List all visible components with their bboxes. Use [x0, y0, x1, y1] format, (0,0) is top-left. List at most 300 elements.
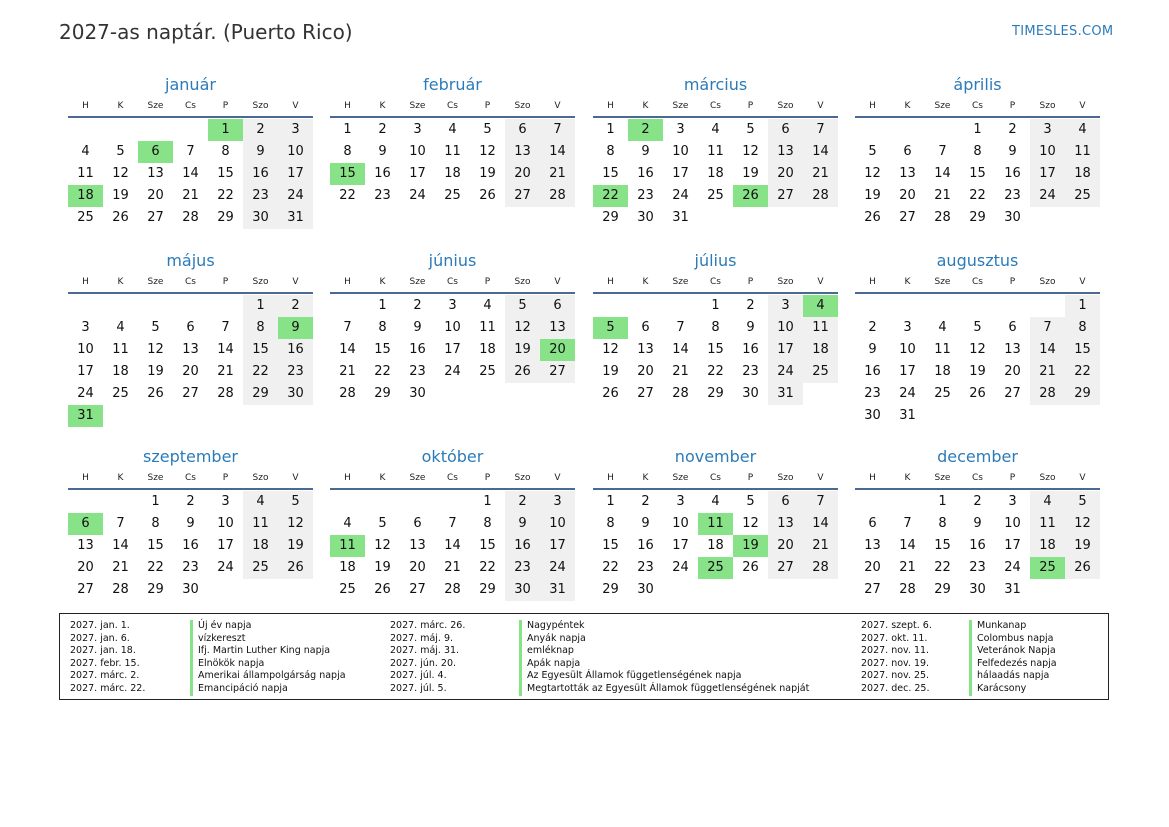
day-cell: 27: [637, 386, 654, 401]
day-cell: 1: [973, 122, 982, 137]
empty-cell: [68, 295, 103, 317]
month-5: [68, 250, 313, 427]
weekday-label: Szo: [1039, 101, 1056, 111]
weekday-label: P: [1009, 101, 1016, 111]
day-cell: 22: [707, 364, 724, 379]
holiday-date: 2027. júl. 5.: [390, 682, 447, 694]
day-cell: 26: [505, 361, 540, 383]
day-cell: 1: [151, 494, 160, 509]
month-name: október: [421, 447, 484, 466]
day-cell: 7: [186, 144, 195, 159]
day-cell: 9: [1008, 144, 1017, 159]
weekday-label: K: [117, 277, 124, 287]
day-cell: 27: [899, 210, 916, 225]
day-cell: 28: [540, 185, 575, 207]
day-cell: 13: [1004, 342, 1021, 357]
day-cell: 21: [899, 560, 916, 575]
day-cell: 2: [278, 295, 313, 317]
day-cell: 26: [864, 210, 881, 225]
day-cell: 8: [938, 516, 947, 531]
day-cell: 27: [864, 582, 881, 597]
day-cell: 16: [1004, 166, 1021, 181]
day-cell: 1: [343, 122, 352, 137]
holiday-date: 2027. máj. 31.: [390, 645, 460, 657]
day-cell: 30: [409, 386, 426, 401]
weekday-label: Sze: [672, 473, 689, 483]
holiday-dates-col2: [390, 620, 465, 696]
day-cell: 14: [934, 166, 951, 181]
holiday-date: 2027. nov. 25.: [861, 670, 930, 682]
day-cell: 6: [641, 320, 650, 335]
day-cell: 22: [934, 560, 951, 575]
weekday-label: H: [344, 473, 351, 483]
day-cell: 10: [672, 144, 689, 159]
day-cell: 23: [969, 560, 986, 575]
month-name: május: [166, 251, 215, 270]
day-cell: 19: [278, 535, 313, 557]
holiday-date: 2027. jan. 1.: [70, 620, 130, 631]
day-cell: 1: [243, 295, 278, 317]
day-cell: 23: [742, 364, 759, 379]
empty-cell: [330, 295, 365, 317]
month-name: március: [683, 75, 748, 94]
holiday-name: Az Egyesült Államok függetlenségének napja: [527, 670, 742, 682]
holiday-date: 2027. nov. 19.: [861, 657, 930, 669]
day-cell: 1: [483, 494, 492, 509]
weekday-label: V: [817, 101, 824, 111]
empty-cell: [1030, 295, 1065, 317]
weekday-label: Cs: [185, 101, 196, 111]
weekday-label: K: [904, 277, 911, 287]
day-cell: 23: [864, 386, 881, 401]
day-cell: 12: [479, 144, 496, 159]
holiday-date: 2027. márc. 2.: [70, 670, 140, 682]
weekday-label: Szo: [1039, 473, 1056, 483]
day-cell: 2: [1008, 122, 1017, 137]
day-cell: 12: [278, 513, 313, 535]
day-cell: 20: [899, 188, 916, 203]
day-cell: 1: [1065, 295, 1100, 317]
day-cell: 28: [672, 386, 689, 401]
day-cell: 24: [1004, 560, 1021, 575]
day-cell: 26: [374, 582, 391, 597]
weekday-label: H: [607, 277, 614, 287]
day-cell: 13: [864, 538, 881, 553]
day-cell: 27: [182, 386, 199, 401]
day-cell: 10: [217, 516, 234, 531]
day-cell: 2: [243, 119, 278, 141]
day-cell: 10: [672, 516, 689, 531]
day-cell: 3: [903, 320, 912, 335]
holiday-date: 2027. okt. 11.: [861, 632, 928, 644]
day-grid: [330, 295, 575, 405]
day-cell: 30: [1004, 210, 1021, 225]
day-cell: 14: [540, 141, 575, 163]
empty-cell: [663, 295, 698, 317]
day-cell: 2: [505, 491, 540, 513]
month-name: december: [937, 447, 1018, 466]
day-cell: 5: [1065, 491, 1100, 513]
weekday-label: V: [554, 101, 561, 111]
day-cell: 2: [973, 494, 982, 509]
weekday-label: Cs: [972, 277, 983, 287]
day-cell: 24: [899, 386, 916, 401]
day-cell: 12: [1065, 513, 1100, 535]
day-cell: 25: [339, 582, 356, 597]
weekday-label: P: [747, 473, 754, 483]
day-grid: [593, 119, 838, 229]
day-cell: 12: [505, 317, 540, 339]
weekday-label: H: [869, 473, 876, 483]
day-cell: 25: [803, 361, 838, 383]
day-cell: 4: [1065, 119, 1100, 141]
day-cell: 28: [444, 582, 461, 597]
holiday-day: 11: [698, 513, 733, 535]
day-cell: 26: [479, 188, 496, 203]
empty-cell: [103, 491, 138, 513]
weekday-header: [330, 96, 575, 118]
day-cell: 3: [278, 119, 313, 141]
day-cell: 5: [746, 494, 755, 509]
day-cell: 10: [1004, 516, 1021, 531]
day-cell: 19: [505, 339, 540, 361]
weekday-label: Szo: [514, 473, 531, 483]
day-cell: 7: [540, 119, 575, 141]
month-10: [330, 446, 575, 601]
holiday-name: Megtartották az Egyesült Államok függetlenségének napját: [527, 682, 810, 694]
day-cell: 3: [768, 295, 803, 317]
holiday-day: 4: [803, 295, 838, 317]
holiday-dates-col3: [861, 620, 932, 696]
holiday-names-col3: [969, 620, 1057, 696]
day-cell: 16: [278, 339, 313, 361]
day-cell: 11: [1030, 513, 1065, 535]
holiday-day: 2: [628, 119, 663, 141]
day-cell: 2: [746, 298, 755, 313]
weekday-header: [855, 96, 1100, 118]
day-cell: 10: [768, 317, 803, 339]
weekday-label: V: [817, 473, 824, 483]
weekday-label: K: [379, 473, 386, 483]
month-6: [330, 250, 575, 405]
empty-cell: [173, 295, 208, 317]
day-cell: 19: [1065, 535, 1100, 557]
day-cell: 6: [768, 119, 803, 141]
day-cell: 21: [540, 163, 575, 185]
day-cell: 30: [969, 582, 986, 597]
day-grid: [593, 491, 838, 601]
day-cell: 19: [602, 364, 619, 379]
day-cell: 24: [444, 364, 461, 379]
holiday-names-col2: [519, 620, 809, 696]
day-cell: 16: [505, 535, 540, 557]
weekday-label: V: [817, 277, 824, 287]
day-cell: 20: [864, 560, 881, 575]
holiday-date: 2027. nov. 11.: [861, 645, 930, 657]
day-cell: 19: [374, 560, 391, 575]
day-grid: [855, 119, 1100, 229]
day-cell: 4: [343, 516, 352, 531]
empty-cell: [400, 491, 435, 513]
day-cell: 6: [768, 491, 803, 513]
day-cell: 23: [409, 364, 426, 379]
month-name: július: [694, 251, 737, 270]
day-cell: 30: [864, 408, 881, 423]
weekday-label: Sze: [672, 277, 689, 287]
day-cell: 26: [1065, 557, 1100, 579]
day-cell: 5: [116, 144, 125, 159]
day-cell: 20: [77, 560, 94, 575]
month-4: [855, 74, 1100, 229]
weekday-label: Cs: [447, 473, 458, 483]
holiday-day: 25: [1030, 557, 1065, 579]
holiday-date: 2027. febr. 15.: [70, 657, 140, 669]
day-cell: 4: [81, 144, 90, 159]
day-cell: 20: [409, 560, 426, 575]
holiday-day: 20: [540, 339, 575, 361]
weekday-header: [68, 468, 313, 490]
weekday-label: Cs: [447, 101, 458, 111]
day-cell: 24: [409, 188, 426, 203]
holiday-name: emléknap: [527, 645, 574, 657]
day-cell: 17: [444, 342, 461, 357]
brand-link[interactable]: TIMESLES.COM: [1012, 24, 1114, 39]
day-cell: 15: [602, 166, 619, 181]
holiday-name: Emancipáció napja: [198, 682, 288, 694]
day-cell: 17: [217, 538, 234, 553]
day-cell: 13: [409, 538, 426, 553]
empty-cell: [138, 295, 173, 317]
day-cell: 17: [409, 166, 426, 181]
day-cell: 27: [409, 582, 426, 597]
empty-cell: [855, 295, 890, 317]
day-cell: 24: [217, 560, 234, 575]
weekday-label: P: [222, 277, 229, 287]
day-cell: 22: [969, 188, 986, 203]
day-cell: 16: [374, 166, 391, 181]
weekday-label: Cs: [447, 277, 458, 287]
holiday-day: 15: [330, 163, 365, 185]
day-cell: 13: [77, 538, 94, 553]
weekday-header: [330, 272, 575, 294]
holiday-day: 25: [698, 557, 733, 579]
day-cell: 11: [243, 513, 278, 535]
day-cell: 6: [186, 320, 195, 335]
empty-cell: [208, 295, 243, 317]
day-cell: 11: [934, 342, 951, 357]
day-cell: 7: [221, 320, 230, 335]
day-cell: 15: [374, 342, 391, 357]
day-cell: 15: [479, 538, 496, 553]
weekday-label: P: [484, 101, 491, 111]
day-grid: [68, 491, 313, 601]
day-cell: 27: [505, 185, 540, 207]
day-cell: 2: [413, 298, 422, 313]
day-cell: 5: [973, 320, 982, 335]
day-cell: 11: [803, 317, 838, 339]
months-grid: [68, 74, 1103, 614]
day-cell: 27: [768, 185, 803, 207]
day-cell: 3: [413, 122, 422, 137]
day-cell: 20: [768, 163, 803, 185]
weekday-label: H: [344, 101, 351, 111]
day-cell: 25: [243, 557, 278, 579]
weekday-label: Szo: [777, 101, 794, 111]
weekday-header: [593, 272, 838, 294]
day-cell: 26: [147, 386, 164, 401]
weekday-label: Sze: [409, 473, 426, 483]
day-cell: 16: [243, 163, 278, 185]
weekday-label: Szo: [777, 277, 794, 287]
weekday-header: [68, 96, 313, 118]
weekday-header: [68, 272, 313, 294]
day-cell: 18: [444, 166, 461, 181]
weekday-label: Cs: [972, 473, 983, 483]
day-cell: 29: [934, 582, 951, 597]
day-cell: 18: [339, 560, 356, 575]
day-cell: 23: [637, 188, 654, 203]
empty-cell: [68, 119, 103, 141]
day-cell: 10: [540, 513, 575, 535]
month-name: november: [674, 447, 757, 466]
day-cell: 8: [973, 144, 982, 159]
month-name: június: [428, 251, 477, 270]
day-cell: 1: [711, 298, 720, 313]
day-cell: 21: [444, 560, 461, 575]
day-cell: 17: [1030, 163, 1065, 185]
day-cell: 19: [479, 166, 496, 181]
day-cell: 8: [606, 144, 615, 159]
holiday-name: vízkereszt: [198, 632, 246, 644]
day-cell: 24: [1030, 185, 1065, 207]
empty-cell: [855, 491, 890, 513]
day-cell: 15: [1065, 339, 1100, 361]
weekday-header: [593, 96, 838, 118]
day-cell: 21: [803, 163, 838, 185]
day-cell: 7: [116, 516, 125, 531]
day-cell: 21: [803, 535, 838, 557]
day-cell: 9: [641, 516, 650, 531]
day-cell: 23: [182, 560, 199, 575]
empty-cell: [925, 119, 960, 141]
day-cell: 12: [374, 538, 391, 553]
day-cell: 19: [112, 188, 129, 203]
weekday-label: K: [904, 473, 911, 483]
month-8: [855, 250, 1100, 427]
day-cell: 21: [339, 364, 356, 379]
day-cell: 20: [182, 364, 199, 379]
weekday-label: Cs: [185, 277, 196, 287]
holiday-day: 11: [330, 535, 365, 557]
day-cell: 29: [243, 383, 278, 405]
day-cell: 16: [864, 364, 881, 379]
holiday-name: Veteránok Napja: [977, 645, 1056, 657]
weekday-header: [855, 272, 1100, 294]
day-cell: 21: [112, 560, 129, 575]
day-cell: 22: [374, 364, 391, 379]
weekday-label: K: [117, 473, 124, 483]
weekday-label: H: [82, 101, 89, 111]
day-cell: 11: [112, 342, 129, 357]
day-grid: [593, 295, 838, 405]
day-cell: 18: [934, 364, 951, 379]
holiday-day: 6: [138, 141, 173, 163]
month-11: [593, 446, 838, 601]
day-cell: 14: [803, 141, 838, 163]
holiday-date: 2027. jan. 18.: [70, 645, 136, 657]
day-cell: 9: [378, 144, 387, 159]
day-cell: 16: [637, 166, 654, 181]
day-cell: 3: [448, 298, 457, 313]
day-cell: 22: [1065, 361, 1100, 383]
day-cell: 25: [112, 386, 129, 401]
day-cell: 15: [707, 342, 724, 357]
day-cell: 12: [147, 342, 164, 357]
day-cell: 7: [803, 491, 838, 513]
day-cell: 22: [339, 188, 356, 203]
day-cell: 4: [711, 494, 720, 509]
day-cell: 7: [343, 320, 352, 335]
day-cell: 6: [413, 516, 422, 531]
holiday-dates-col1: [70, 620, 145, 696]
day-cell: 26: [112, 210, 129, 225]
empty-cell: [173, 119, 208, 141]
empty-cell: [68, 491, 103, 513]
day-cell: 11: [479, 320, 496, 335]
day-cell: 10: [77, 342, 94, 357]
day-cell: 12: [864, 166, 881, 181]
day-cell: 8: [1065, 317, 1100, 339]
day-cell: 8: [221, 144, 230, 159]
holiday-name: Új év napja: [198, 620, 252, 631]
day-cell: 2: [868, 320, 877, 335]
weekday-label: Cs: [185, 473, 196, 483]
day-cell: 21: [1030, 361, 1065, 383]
holiday-date: 2027. márc. 22.: [70, 682, 146, 694]
day-cell: 8: [243, 317, 278, 339]
day-cell: 7: [448, 516, 457, 531]
empty-cell: [103, 119, 138, 141]
weekday-label: P: [484, 473, 491, 483]
weekday-label: P: [222, 101, 229, 111]
day-cell: 6: [903, 144, 912, 159]
holiday-date: 2027. máj. 9.: [390, 632, 454, 644]
holiday-date: 2027. márc. 26.: [390, 620, 466, 631]
day-cell: 14: [444, 538, 461, 553]
day-cell: 30: [637, 210, 654, 225]
page-title: 2027-as naptár. (Puerto Rico): [59, 20, 353, 44]
day-cell: 25: [934, 386, 951, 401]
weekday-label: Sze: [147, 473, 164, 483]
empty-cell: [365, 491, 400, 513]
day-cell: 17: [77, 364, 94, 379]
holiday-name: Apák napja: [527, 657, 581, 669]
day-cell: 28: [182, 210, 199, 225]
day-cell: 29: [707, 386, 724, 401]
day-cell: 18: [243, 535, 278, 557]
day-cell: 12: [969, 342, 986, 357]
day-cell: 31: [768, 383, 803, 405]
day-cell: 29: [479, 582, 496, 597]
weekday-label: K: [642, 101, 649, 111]
weekday-label: V: [554, 473, 561, 483]
holiday-name: Anyák napja: [527, 632, 586, 644]
weekday-label: Sze: [147, 277, 164, 287]
day-cell: 9: [243, 141, 278, 163]
weekday-label: Szo: [514, 277, 531, 287]
day-cell: 5: [278, 491, 313, 513]
holiday-date: 2027. júl. 4.: [390, 670, 447, 682]
